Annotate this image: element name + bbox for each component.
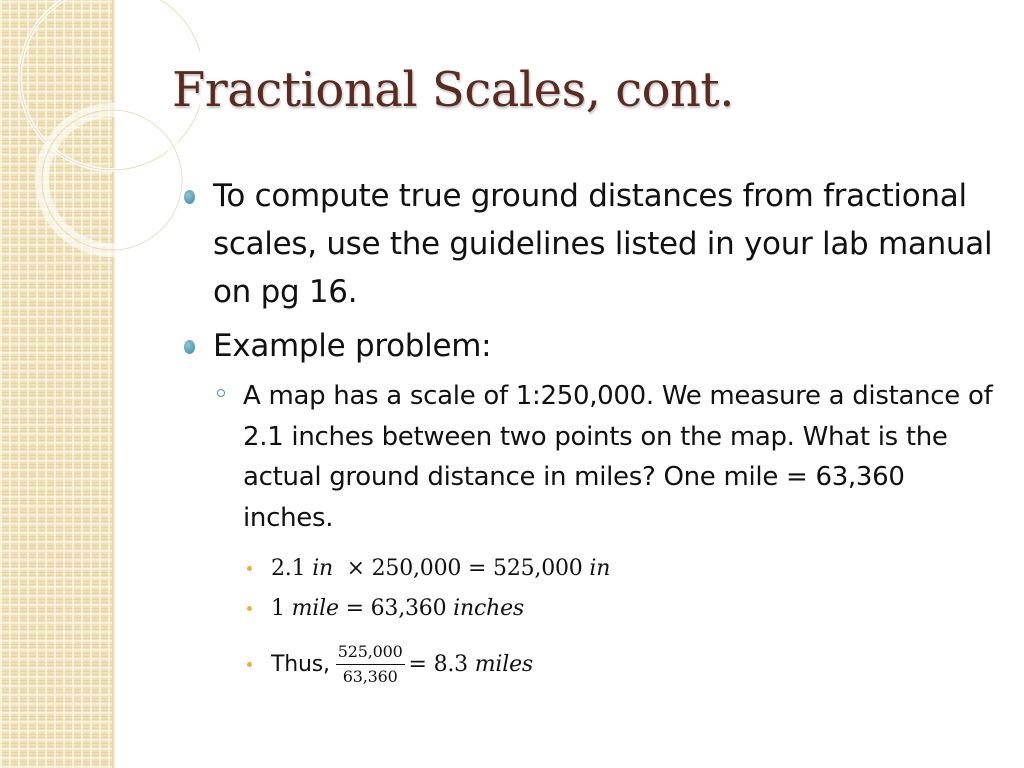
bullet-compute-distances bbox=[180, 172, 1000, 316]
step-mile-conversion bbox=[243, 588, 1000, 630]
fraction bbox=[336, 642, 405, 687]
sub-bullet-problem-statement bbox=[213, 376, 1000, 538]
equation-step-3 bbox=[271, 634, 1000, 694]
final-result: = 8.3 miles bbox=[408, 651, 534, 677]
fraction-numerator: 525,000 bbox=[336, 642, 405, 665]
bullet-text: To compute true ground distances from fractional scales, use the guidelines listed in your lab manual on pg 16. bbox=[213, 178, 993, 310]
sub-bullet-text: A map has a scale of 1:250,000. We measure a distance of 2.1 inches between two points on the map. What is the actual ground distance in miles? One mile = 63,360 inches. bbox=[243, 381, 993, 533]
decorative-side-band bbox=[0, 0, 112, 768]
equation-step-2: 1 mile = 63,360 inches bbox=[271, 596, 524, 621]
slide-title: Fractional Scales, cont. bbox=[172, 62, 734, 118]
bullet-example-problem bbox=[180, 322, 1000, 370]
side-band-edge bbox=[112, 0, 115, 768]
step-final-answer bbox=[243, 634, 1000, 694]
dot-bullet-icon bbox=[247, 662, 252, 667]
ring-bullet-icon bbox=[217, 389, 225, 397]
bullet-icon bbox=[184, 190, 195, 204]
slide-content bbox=[180, 172, 1000, 694]
bullet-icon bbox=[184, 340, 195, 354]
dot-bullet-icon bbox=[247, 566, 252, 571]
step-multiply-scale bbox=[243, 550, 1000, 588]
fraction-denominator: 63,360 bbox=[342, 666, 398, 686]
equation-step-1: 2.1 in × 250,000 = 525,000 in bbox=[271, 556, 611, 581]
bullet-text: Example problem: bbox=[213, 328, 492, 364]
dot-bullet-icon bbox=[247, 606, 252, 611]
thus-label: Thus, bbox=[271, 651, 330, 677]
